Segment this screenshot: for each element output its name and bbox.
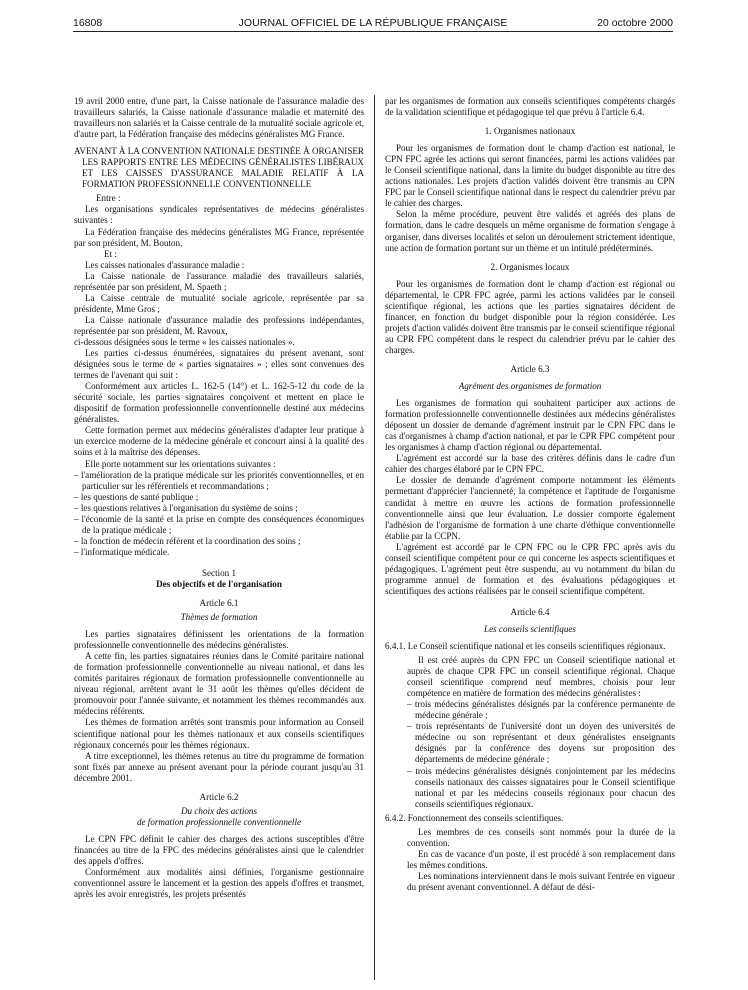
article-6-2-title-line-1: Du choix des actions: [180, 805, 258, 816]
journal-title: JOURNAL OFFICIEL DE LA RÉPUBLIQUE FRANÇAISE: [238, 17, 508, 29]
art63-paragraph-3: Le dossier de demande d'agrément comporte notamment les éléments permettant d'apprécier l'ancienneté, la compétence et l'aptitude de l'organisme candidat à mettre en œuvre les actions de formation professionnelle conventionnelle ainsi que leur évaluation. Le dossier comporte également l'adhésion de l'organisme de formation à une charte d'éthique conventionnelle établie par la CCPN.: [385, 475, 675, 541]
continued-paragraph: par les organismes de formation aux conseils scientifiques compétents chargés de la validation scientifique et pédagogique tel que prévu à l'article 6.4.: [385, 96, 675, 118]
subsection-6-4-2: 6.4.2. Fonctionnement des conseils scientifiques.: [385, 812, 564, 823]
locaux-paragraph-1: Pour les organismes de formation dont le champ d'action est régional ou départemental, le CPR FPC agrée, parmi les actions validées par le conseil scientifique régional, les actions que les parties signataires décident de financer, en fonction du budget disponible pour la région considérée. Les projets d'action validés doivent être transmis par le conseil scientifique régional au CPR FPC compétent dans le respect du calendrier prévu par le cahier des charges.: [385, 278, 675, 355]
column-divider: [374, 95, 375, 980]
conseil-member-item: – trois médecins généralistes désignés conjointement par les médecins conseils nationaux des caisses signataires pour le Conseil scientifique national et par les médecins conseils régionaux pour chacun des conseils scientifiques régionaux.: [407, 765, 675, 809]
section-title: Des objectifs et de l'organisation: [156, 578, 282, 589]
art61-paragraph-3: Les thèmes de formation arrêtés sont transmis pour information au Conseil scientifique national pour les thèmes nationaux et aux conseils scientifiques régionaux concernés pour les thèmes régionaux.: [74, 717, 364, 750]
orientation-item: – les questions relatives à l'organisation du système de soins ;: [74, 502, 298, 513]
article-6-2-title-line-2: de formation professionnelle conventionnelle: [136, 816, 302, 827]
art63-paragraph-2: L'agrément est accordé sur la base des critères définis dans le cadre d'un cahier des charges élaboré par le CPN FPC.: [385, 453, 675, 475]
entre-label: Entre :: [96, 193, 121, 204]
s642-paragraph-3: Les nominations interviennent dans le mois suivant l'entrée en vigueur du présent avenant conventionnel. A défaut de dési-: [407, 870, 675, 892]
s641-paragraph-1: Il est créé auprès du CPN FPC un Conseil scientifique national et auprès de chaque CPR FPC un conseil scientifique régional. Chaque conseil scientifique comprend neuf membres, choisis pour leur compétence en matière de formation des médecins généralistes :: [407, 655, 675, 699]
art61-paragraph-2: A cette fin, les parties signataires réunies dans le Comité paritaire national de formation professionnelle conventionnelle au niveau national, et dans les comités paritaires régionaux de formation professionnelle conventionnelle au niveau régional, arrêtent avant le 31 août les thèmes qu'elles décident de promouvoir pour l'année suivante, et notamment les thèmes recommandés aux médecins référents.: [74, 651, 364, 717]
subsection-6-4-1: 6.4.1. Le Conseil scientifique national et les conseils scientifiques régionaux.: [385, 641, 666, 652]
designees-paragraph: ci-dessous désignées sous le terme « les caisses nationales ».: [74, 336, 295, 347]
conseil-member-item: – trois représentants de l'université dont un doyen des universités de médecine ou son représentant et deux généralistes enseignants désignés par la conférence des doyens sur proposition des départements de médecine générale ;: [407, 721, 675, 765]
cnamts-paragraph: La Caisse nationale de l'assurance maladie des travailleurs salariés, représentée par son président, M. Spaeth ;: [74, 270, 364, 292]
organismes-nationaux-heading: 1. Organismes nationaux: [484, 126, 576, 137]
art61-paragraph-4: A titre exceptionnel, les thèmes retenus au titre du programme de formation sont fixés par annexe au présent avenant pour la période courant jusqu'au 31 décembre 2001.: [74, 750, 364, 783]
article-6-1-title: Thèmes de formation: [180, 612, 258, 623]
s642-paragraph-2: En cas de vacance d'un poste, il est procédé à son remplacement dans les mêmes conditions.: [407, 848, 675, 870]
s642-paragraph-1: Les membres de ces conseils sont nommés pour la durée de la convention.: [407, 826, 675, 848]
article-6-4-title: Les conseils scientifiques: [484, 623, 576, 634]
article-6-4-heading: Article 6.4: [510, 606, 550, 617]
header-rule: [73, 31, 673, 32]
article-6-1-heading: Article 6.1: [199, 598, 239, 609]
art62-paragraph-2: Conformément aux modalités ainsi définies, l'organisme gestionnaire conventionnel assure le lancement et la gestion des appels d'offres et transmet, après les avoir enregistrés, les projets présentés: [74, 867, 364, 900]
orientation-item: – les questions de santé publique ;: [74, 491, 199, 502]
art62-paragraph-1: Le CPN FPC définit le cahier des charges des actions susceptibles d'être financées au titre de la FPC des médecins généralistes ainsi que le calendrier des appels d'offres.: [74, 833, 364, 866]
orientation-item: – la fonction de médecin référent et la coordination des soins ;: [74, 535, 301, 546]
article-6-2-heading: Article 6.2: [199, 791, 239, 802]
issue-date: 20 octobre 2000: [597, 17, 673, 29]
canam-paragraph: La Caisse nationale d'assurance maladie des professions indépendantes, représentée par son président, M. Ravoux,: [74, 314, 364, 336]
ccmsa-paragraph: La Caisse centrale de mutualité sociale agricole, représentée par sa présidente, Mme Gros ;: [74, 292, 364, 314]
conseil-member-item: – trois médecins généralistes désignés par la conférence permanente de médecine générale ;: [407, 699, 675, 721]
et-label: Et :: [104, 248, 117, 259]
porte-paragraph: Elle porte notamment sur les orientations suivantes :: [85, 458, 276, 469]
art63-paragraph-4: L'agrément est accordé par le CPN FPC ou le CPR FPC après avis du conseil scientifique compétent pour ce qui concerne les aspects scientifiques et pédagogiques. L'agrément peut être suspendu, au vu notamment du bilan du programme annuel de formation et des évaluations pédagogiques et scientifiques des actions réalisées par le conseil scientifique compétent.: [385, 541, 675, 596]
conformement-paragraph: Conformément aux articles L. 162-5 (14°) et L. 162-5-12 du code de la sécurité sociale, les parties signataires conçoivent et mettent en place le dispositif de formation professionnelle conventionnelle destiné aux médecins généralistes.: [74, 381, 364, 425]
organismes-locaux-heading: 2. Organismes locaux: [490, 261, 570, 272]
orgs-paragraph: Les organisations syndicales représentatives de médecins généralistes suivantes :: [74, 204, 364, 226]
art61-paragraph-1: Les parties signataires définissent les orientations de la formation professionnelle conventionnelle des médecins généralistes.: [74, 629, 364, 651]
intro-paragraph: 19 avril 2000 entre, d'une part, la Caisse nationale de l'assurance maladie des travailleurs salariés, la Caisse nationale d'assurance maladie et maternité des travailleurs non salariés et la Caisse centrale de la mutualité sociale agricole et, d'autre part, la Fédération française des médecins généralistes MG France.: [74, 96, 364, 140]
parties-paragraph: Les parties ci-dessus énumérées, signataires du présent avenant, sont désignées sous le terme de « parties signataires » ; elles sont convenues des termes de l'avenant qui suit :: [74, 348, 364, 381]
art63-paragraph-1: Les organismes de formation qui souhaitent participer aux actions de formation professionnelle conventionnelle destinées aux médecins généralistes déposent un dossier de demande d'agrément instruit par le CPN FPC dans le cas d'organismes à champ d'action national, et par le CPR FPC compétent pour les organismes à champ d'action régional ou départemental.: [385, 398, 675, 453]
page-header: [73, 13, 673, 31]
nationaux-paragraph-1: Pour les organismes de formation dont le champ d'action est national, le CPN FPC agrée les actions qui seront financées, parmi les actions validées par le Conseil scientifique national, dans la limite du budget disponible au titre des actions nationales. Les projets d'action validés doivent être transmis au CPN FPC par le Conseil scientifique national dans le respect du calendrier prévu par le cahier des charges.: [385, 143, 675, 209]
orientation-item: – l'amélioration de la pratique médicale sur les priorités conventionnelles, et en particulier sur les référentiels et recommandations ;: [74, 469, 364, 491]
nationaux-paragraph-2: Selon la même procédure, peuvent être validés et agréés des plans de formation, dans le cadre desquels un même organisme de formation s'engage à organiser, dans diverses localités et selon un déroulement strictement identique, une action de formation portant sur un thème et un intitulé prédéterminés.: [385, 209, 675, 253]
section-heading: Section 1: [201, 567, 237, 578]
left-column: [74, 96, 364, 900]
article-6-3-title: Agrément des organismes de formation: [458, 381, 602, 392]
article-6-3-heading: Article 6.3: [510, 363, 550, 374]
fede-paragraph: La Fédération française des médecins généralistes MG France, représentée par son président, M. Bouton,: [74, 226, 364, 248]
orientation-item: – l'informatique médicale.: [74, 546, 170, 557]
caisses-paragraph: Les caisses nationales d'assurance maladie :: [85, 259, 245, 270]
orientation-item: – l'économie de la santé et la prise en compte des conséquences économiques de la pratique médicale ;: [74, 513, 364, 535]
right-column: [385, 96, 675, 893]
page-number: 16808: [73, 17, 103, 29]
avenant-heading: AVENANT À LA CONVENTION NATIONALE DESTINÉE À ORGANISER LES RAPPORTS ENTRE LES MÉDECINS GÉNÉRALISTES LIBÉRAUX ET LES CAISSES D'ASSURANCE MALADIE RELATIF À LA FORMATION PROFESSIONNELLE CONVENTIONNELLE: [74, 146, 364, 190]
cette-paragraph: Cette formation permet aux médecins généralistes d'adapter leur pratique à un exercice moderne de la médecine générale et concourt ainsi à la qualité des soins et à la maîtrise des dépenses.: [74, 425, 364, 458]
